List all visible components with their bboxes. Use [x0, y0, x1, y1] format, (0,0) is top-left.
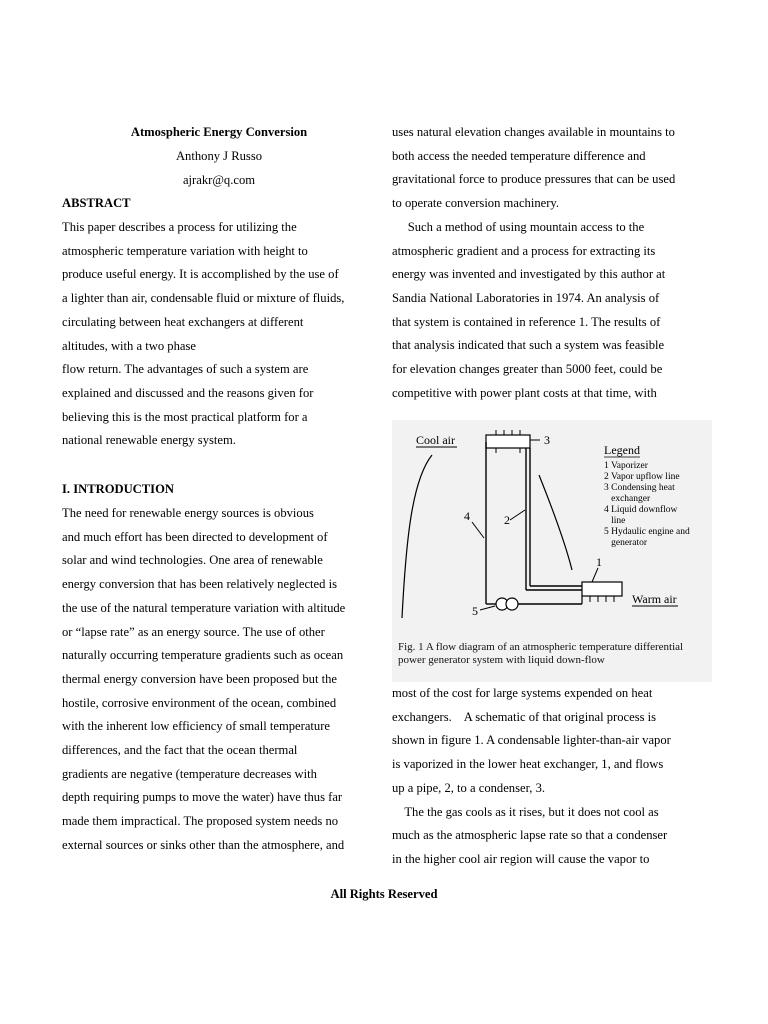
label-4-leader [472, 522, 484, 538]
vaporizer-box [582, 582, 622, 596]
label-1: 1 [596, 555, 602, 569]
cool-air-label: Cool air [416, 433, 455, 447]
intro-line: gradients are negative (temperature decreases with [62, 766, 317, 781]
body-line: energy was invented and investigated by this author at [392, 267, 666, 282]
abstract-line: This paper describes a process for utilizing the [62, 220, 297, 234]
body-line: to operate conversion machinery. [392, 196, 560, 211]
paper-title: Atmospheric Energy Conversion [130, 125, 308, 139]
warm-air-label: Warm air [632, 592, 677, 606]
label-2-leader [510, 510, 525, 520]
body-line: that system is contained in reference 1. The results of [392, 314, 661, 329]
legend-item: exchanger [604, 494, 651, 504]
introduction-heading: I. INTRODUCTION [62, 482, 174, 496]
body-line: Such a method of using mountain access to the [392, 219, 645, 234]
body-line: for elevation changes greater than 5000 feet, could be [392, 362, 663, 376]
legend-item: 1 Vaporizer [604, 461, 648, 471]
abstract-line: believing this is the most practical platform for a [62, 409, 308, 424]
figure-1 [392, 420, 712, 682]
body-line: The the gas cools as it rises, but it does not cool as [392, 804, 659, 819]
body-line: Sandia National Laboratories in 1974. An analysis of [392, 290, 660, 305]
intro-line: the use of the natural temperature variation with altitude [62, 600, 346, 615]
intro-line: differences, and the fact that the ocean thermal [62, 743, 298, 757]
intro-line: depth requiring pumps to move the water) have thus far [62, 790, 343, 805]
figure-caption-line: power generator system with liquid down-flow [398, 654, 605, 666]
body-line: that analysis indicated that such a system was feasible [392, 338, 665, 353]
legend-item: 5 Hydaulic engine and [604, 527, 690, 537]
intro-line: external sources or sinks other than the atmosphere, and [62, 837, 345, 852]
label-4: 4 [464, 509, 470, 523]
legend-title: Legend [604, 443, 640, 457]
body-line: up a pipe, 2, to a condenser, 3. [392, 780, 546, 795]
body-line: much as the atmospheric lapse rate so that a condenser [392, 828, 668, 843]
intro-line: energy conversion that has been relatively neglected is [62, 577, 337, 592]
label-3: 3 [544, 433, 550, 447]
page-footer: All Rights Reserved [330, 887, 438, 901]
body-line: atmospheric gradient and a process for extracting its [392, 243, 656, 258]
generator-circle [506, 598, 518, 610]
body-line: in the higher cool air region will cause the vapor to [392, 851, 650, 866]
body-line: exchangers. A schematic of that original process is [392, 709, 657, 724]
abstract-line: produce useful energy. It is accomplished by the use of [62, 267, 339, 282]
abstract-line: atmospheric temperature variation with height to [62, 243, 308, 258]
intro-line: or “lapse rate” as an energy source. The use of other [62, 624, 325, 639]
label-1-leader [592, 568, 598, 582]
body-line: uses natural elevation changes available in mountains to [392, 125, 675, 139]
intro-line: and much effort has been directed to development of [62, 529, 328, 544]
author-name: Anthony J Russo [175, 149, 263, 163]
legend-item: line [604, 516, 626, 526]
abstract-line: national renewable energy system. [62, 433, 236, 448]
abstract-line: a lighter than air, condensable fluid or mixture of fluids, [62, 291, 345, 306]
mountain-profile-right [539, 475, 572, 570]
intro-line: thermal energy conversion have been proposed but the [62, 671, 337, 686]
intro-line: with the inherent low efficiency of small temperature [62, 719, 330, 734]
mountain-profile-left [402, 455, 432, 618]
intro-line: naturally occurring temperature gradients such as ocean [62, 648, 344, 663]
body-line: gravitational force to produce pressures that can be used [392, 172, 676, 187]
legend-item: generator [604, 538, 647, 548]
body-line: most of the cost for large systems expended on heat [392, 686, 653, 700]
legend-item: 3 Condensing heat [604, 483, 675, 493]
condenser-box [486, 435, 530, 448]
label-2: 2 [504, 513, 510, 527]
intro-line: solar and wind technologies. One area of renewable [62, 553, 323, 568]
author-email: ajrakr@q.com [182, 173, 256, 187]
abstract-line: explained and discussed and the reasons given for [62, 385, 314, 400]
abstract-line: flow return. The advantages of such a system are [62, 362, 309, 377]
abstract-line: altitudes, with a two phase [62, 338, 196, 353]
body-line: is vaporized in the lower heat exchanger, 1, and flows [392, 757, 664, 772]
intro-line: made them impractical. The proposed system needs no [62, 814, 339, 829]
body-line: both access the needed temperature difference and [392, 148, 646, 163]
label-5: 5 [472, 604, 478, 618]
legend-item: 2 Vapor upflow line [604, 472, 680, 482]
label-5-leader [480, 606, 495, 610]
intro-line: The need for renewable energy sources is obvious [62, 506, 314, 520]
figure-caption-line: Fig. 1 A flow diagram of an atmospheric temperature differential [398, 641, 684, 653]
abstract-line: circulating between heat exchangers at different [62, 314, 304, 329]
intro-line: hostile, corrosive environment of the ocean, combined [62, 695, 337, 710]
abstract-heading: ABSTRACT [62, 196, 131, 210]
body-line: shown in figure 1. A condensable lighter-than-air vapor [392, 733, 671, 748]
legend-item: 4 Liquid downflow [604, 505, 678, 515]
body-line: competitive with power plant costs at that time, with [392, 385, 657, 400]
